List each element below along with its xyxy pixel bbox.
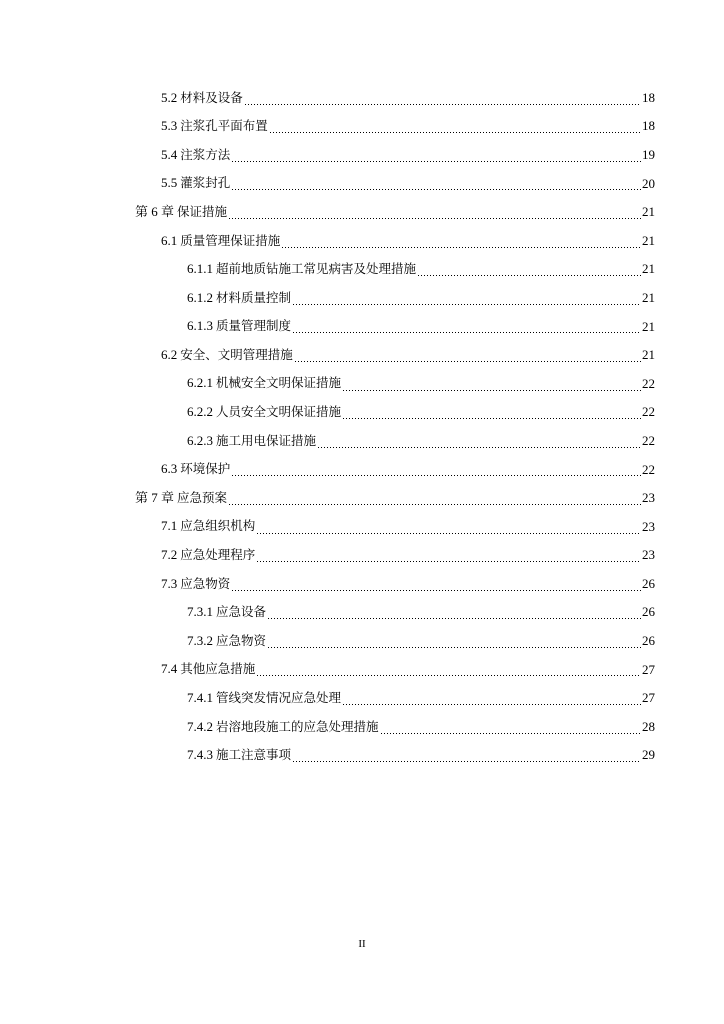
toc-entry-title: 岩溶地段施工的应急处理措施 (216, 718, 379, 734)
toc-entry-title: 环境保护 (180, 461, 231, 477)
toc-entry-number: 5.4 (161, 146, 178, 162)
toc-entry-page: 19 (642, 146, 655, 162)
toc-entry-heading (187, 291, 291, 305)
toc-entry[interactable] (161, 112, 655, 141)
toc-entry-page: 27 (642, 661, 655, 677)
toc-entry-title: 应急物资 (216, 632, 267, 648)
toc-entry-heading (161, 234, 280, 248)
toc-entry-page: 21 (642, 289, 655, 305)
toc-dot-leader (228, 218, 641, 219)
toc-entry-page: 22 (642, 432, 655, 448)
toc-dot-leader (256, 675, 641, 676)
toc-entry-page: 21 (642, 232, 655, 248)
toc-entry-number: 6.1.1 (187, 261, 213, 277)
toc-entry-page: 26 (642, 633, 655, 649)
toc-entry-title: 注浆孔平面布置 (180, 118, 268, 134)
toc-entry-number: 6.1.2 (187, 289, 213, 305)
toc-entry-page: 21 (642, 204, 655, 220)
toc-entry-title: 材料质量控制 (216, 289, 292, 305)
toc-entry-title: 应急处理程序 (180, 547, 256, 563)
toc-entry[interactable] (161, 169, 655, 198)
toc-entry-page: 23 (642, 518, 655, 534)
toc-entry-number: 7.3.1 (187, 604, 213, 620)
toc-dot-leader (267, 618, 641, 619)
toc-entry-number: 5.2 (161, 89, 178, 105)
toc-entry-page: 20 (642, 175, 655, 191)
toc-entry-heading (187, 691, 341, 705)
toc-entry-title: 机械安全文明保证措施 (216, 375, 342, 391)
toc-entry[interactable] (187, 255, 655, 284)
toc-entry-page: 29 (642, 747, 655, 763)
toc-dot-leader (342, 704, 641, 705)
toc-entry[interactable] (187, 398, 655, 427)
toc-entry-title: 质量管理制度 (216, 318, 292, 334)
toc-dot-leader (269, 132, 641, 133)
toc-entry-number: 6.1 (161, 232, 178, 248)
toc-dot-leader (292, 761, 641, 762)
toc-dot-leader (256, 561, 641, 562)
toc-dot-leader (231, 590, 641, 591)
toc-entry-heading (187, 319, 291, 333)
toc-entry-number: 7.2 (161, 547, 178, 563)
toc-entry-title: 其他应急措施 (180, 661, 256, 677)
toc-entry-title: 施工注意事项 (216, 747, 292, 763)
toc-entry-heading (187, 748, 291, 762)
toc-entry-page: 27 (642, 690, 655, 706)
toc-entry-number: 7.4.1 (187, 690, 213, 706)
toc-entry-heading (161, 348, 293, 362)
toc-entry-heading (187, 720, 379, 734)
toc-entry-number: 6.1.3 (187, 318, 213, 334)
toc-entry-page: 18 (642, 89, 655, 105)
toc-dot-leader (281, 247, 641, 248)
toc-entry-title: 保证措施 (177, 203, 228, 219)
toc-entry-page: 26 (642, 575, 655, 591)
toc-entry[interactable] (187, 369, 655, 398)
toc-entry-heading (187, 634, 266, 648)
toc-entry-number: 5.3 (161, 118, 178, 134)
toc-entry-heading (187, 376, 341, 390)
table-of-contents (0, 83, 724, 769)
toc-entry-page: 28 (642, 718, 655, 734)
toc-dot-leader (342, 390, 641, 391)
toc-dot-leader (417, 275, 641, 276)
toc-entry[interactable] (187, 712, 655, 741)
toc-entry-page: 18 (642, 118, 655, 134)
toc-entry-number: 7.4.3 (187, 747, 213, 763)
toc-entry-number: 7.4 (161, 661, 178, 677)
toc-entry-heading (187, 605, 266, 619)
toc-dot-leader (317, 447, 641, 448)
toc-entry-title: 质量管理保证措施 (180, 232, 281, 248)
page-number: II (358, 938, 366, 950)
toc-entry[interactable] (161, 455, 655, 484)
toc-entry-heading (187, 262, 416, 276)
toc-entry-title: 灌浆封孔 (180, 175, 231, 191)
toc-entry[interactable] (161, 83, 655, 112)
toc-entry-heading (161, 462, 230, 476)
toc-dot-leader (267, 647, 641, 648)
toc-entry-title: 安全、文明管理措施 (180, 346, 293, 362)
toc-entry-title: 人员安全文明保证措施 (216, 404, 342, 420)
toc-entry-heading (161, 91, 243, 105)
toc-entry-title: 管线突发情况应急处理 (216, 690, 342, 706)
toc-entry[interactable] (187, 626, 655, 655)
toc-dot-leader (294, 361, 641, 362)
toc-entry-title: 施工用电保证措施 (216, 432, 317, 448)
toc-entry[interactable] (135, 483, 655, 512)
toc-entry-heading (161, 119, 268, 133)
toc-dot-leader (380, 733, 641, 734)
toc-entry-title: 注浆方法 (180, 146, 231, 162)
toc-entry[interactable] (161, 569, 655, 598)
toc-entry[interactable] (187, 312, 655, 341)
toc-entry-heading (161, 148, 230, 162)
toc-entry-title: 材料及设备 (180, 89, 243, 105)
toc-dot-leader (244, 104, 641, 105)
toc-entry-title: 超前地质钻施工常见病害及处理措施 (216, 261, 417, 277)
toc-entry-title: 应急物资 (180, 575, 231, 591)
toc-entry-heading (187, 405, 341, 419)
toc-entry-number: 6.3 (161, 461, 178, 477)
toc-entry-title: 应急预案 (177, 489, 228, 505)
toc-dot-leader (292, 304, 641, 305)
toc-entry-title: 应急组织机构 (180, 518, 256, 534)
toc-entry-number: 7.3 (161, 575, 178, 591)
toc-entry-page: 23 (642, 490, 655, 506)
toc-entry-number: 7.4.2 (187, 718, 213, 734)
toc-entry-heading (161, 577, 230, 591)
toc-entry-title: 应急设备 (216, 604, 267, 620)
toc-entry-number: 6.2.1 (187, 375, 213, 391)
toc-entry-heading (135, 205, 227, 219)
toc-dot-leader (256, 533, 641, 534)
toc-entry-number: 6.2 (161, 346, 178, 362)
toc-dot-leader (342, 418, 641, 419)
toc-entry-page: 26 (642, 604, 655, 620)
toc-entry-number: 第 7 章 (135, 489, 175, 505)
toc-entry-page: 22 (642, 375, 655, 391)
toc-entry[interactable] (161, 340, 655, 369)
toc-dot-leader (292, 332, 641, 333)
toc-entry-number: 7.1 (161, 518, 178, 534)
toc-entry-page: 22 (642, 404, 655, 420)
toc-entry-number: 5.5 (161, 175, 178, 191)
toc-entry[interactable] (161, 226, 655, 255)
toc-entry[interactable] (187, 283, 655, 312)
toc-entry[interactable] (187, 598, 655, 627)
toc-entry[interactable] (161, 140, 655, 169)
toc-entry-heading (161, 548, 255, 562)
toc-entry-number: 第 6 章 (135, 203, 175, 219)
toc-entry-number: 6.2.2 (187, 404, 213, 420)
toc-entry-page: 21 (642, 347, 655, 363)
toc-entry-page: 23 (642, 547, 655, 563)
toc-dot-leader (231, 161, 641, 162)
toc-dot-leader (228, 504, 641, 505)
toc-entry-heading (187, 434, 316, 448)
toc-entry-heading (161, 662, 255, 676)
toc-entry[interactable] (161, 541, 655, 570)
toc-entry-number: 6.2.3 (187, 432, 213, 448)
toc-entry[interactable] (187, 741, 655, 770)
toc-entry[interactable] (187, 426, 655, 455)
toc-entry-page: 22 (642, 461, 655, 477)
toc-entry[interactable] (161, 655, 655, 684)
toc-entry[interactable] (135, 197, 655, 226)
toc-entry-heading (135, 491, 227, 505)
toc-dot-leader (231, 475, 641, 476)
toc-entry[interactable] (161, 512, 655, 541)
toc-entry-heading (161, 519, 255, 533)
toc-entry-number: 7.3.2 (187, 632, 213, 648)
toc-entry[interactable] (187, 683, 655, 712)
toc-dot-leader (231, 189, 641, 190)
toc-entry-page: 21 (642, 261, 655, 277)
toc-entry-page: 21 (642, 318, 655, 334)
toc-entry-heading (161, 176, 230, 190)
